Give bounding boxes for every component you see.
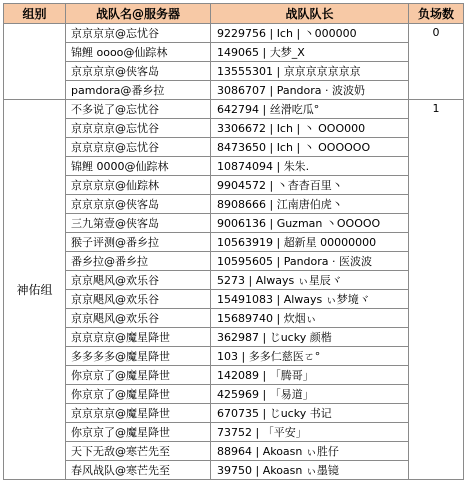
captain-cell: 642794 | 丝滑吃瓜° xyxy=(211,100,409,119)
team-server-cell: 锦鲤 0000@仙踪林 xyxy=(66,157,211,176)
losses-cell xyxy=(409,100,464,480)
captain-cell: 425969 | 「易道」 xyxy=(211,385,409,404)
team-server-cell: 你京京了@魔星降世 xyxy=(66,423,211,442)
captain-cell: 15689740 | 炊烟ぃ xyxy=(211,309,409,328)
losses-count: 0 xyxy=(432,26,440,39)
table-row xyxy=(4,233,464,252)
table-row xyxy=(4,100,464,119)
group-cell xyxy=(4,24,66,100)
table-row xyxy=(4,119,464,138)
captain-cell: 9229756 | Ich | 丶000000 xyxy=(211,24,409,43)
team-server-cell: 京京京京@仙踪林 xyxy=(66,176,211,195)
captain-cell: 10595605 | Pandora · 医波波 xyxy=(211,252,409,271)
table-row xyxy=(4,404,464,423)
team-server-cell: 京京京京@侠客岛 xyxy=(66,195,211,214)
team-server-cell: 京京京京@魔星降世 xyxy=(66,404,211,423)
captain-cell: 103 | 多多仁慈医ㄛ° xyxy=(211,347,409,366)
header-row xyxy=(4,4,464,24)
header-team-server: 战队名@服务器 xyxy=(66,4,211,24)
team-server-cell: 你京京了@魔星降世 xyxy=(66,385,211,404)
captain-cell: 5273 | Always ぃ星辰ヾ xyxy=(211,271,409,290)
captain-cell: 3306672 | Ich | 丶 OOO000 xyxy=(211,119,409,138)
table-row xyxy=(4,157,464,176)
header-captain: 战队队长 xyxy=(211,4,409,24)
team-server-cell: 京京京京@侠客岛 xyxy=(66,62,211,81)
captain-cell: 10563919 | 超新星 00000000 xyxy=(211,233,409,252)
header-group: 组别 xyxy=(4,4,66,24)
group-cell xyxy=(4,100,66,480)
team-server-cell: pamdora@番乡拉 xyxy=(66,81,211,100)
table-row xyxy=(4,81,464,100)
captain-cell: 39750 | Akoasn ぃ墨镜 xyxy=(211,461,409,480)
captain-cell: 9006136 | Guzman 丶OOOOO xyxy=(211,214,409,233)
table-row xyxy=(4,252,464,271)
team-server-cell: 京京飓风@欢乐谷 xyxy=(66,271,211,290)
team-server-cell: 京京京京@忘忧谷 xyxy=(66,119,211,138)
losses-count: 1 xyxy=(432,102,440,115)
table-row xyxy=(4,385,464,404)
roster-body xyxy=(4,24,464,480)
table-row xyxy=(4,43,464,62)
table-row xyxy=(4,347,464,366)
table-row xyxy=(4,442,464,461)
table-row xyxy=(4,62,464,81)
team-server-cell: 春风战队@寒芒先至 xyxy=(66,461,211,480)
table-row xyxy=(4,195,464,214)
table-row xyxy=(4,138,464,157)
captain-cell: 8473650 | Ich | 丶 OOOOOO xyxy=(211,138,409,157)
team-server-cell: 京京飓风@欢乐谷 xyxy=(66,309,211,328)
team-server-cell: 锦鲤 oooo@仙踪林 xyxy=(66,43,211,62)
captain-cell: 362987 | じucky 颜楷 xyxy=(211,328,409,347)
table-row xyxy=(4,176,464,195)
header-losses: 负场数 xyxy=(409,4,464,24)
captain-cell: 8908666 | 江南唐伯虎丶 xyxy=(211,195,409,214)
captain-cell: 149065 | 大梦_X xyxy=(211,43,409,62)
captain-cell: 142089 | 「腾哥」 xyxy=(211,366,409,385)
team-server-cell: 京京飓风@欢乐谷 xyxy=(66,290,211,309)
captain-cell: 10874094 | 朱朱. xyxy=(211,157,409,176)
team-server-cell: 你京京了@魔星降世 xyxy=(66,366,211,385)
team-server-cell: 天下无敌@寒芒先至 xyxy=(66,442,211,461)
captain-cell: 13555301 | 京京京京京京京 xyxy=(211,62,409,81)
table-row xyxy=(4,423,464,442)
team-server-cell: 番乡拉@番乡拉 xyxy=(66,252,211,271)
table-row xyxy=(4,290,464,309)
table-row xyxy=(4,309,464,328)
team-server-cell: 京京京京@忘忧谷 xyxy=(66,138,211,157)
captain-cell: 9904572 | 丶杳杳百里丶 xyxy=(211,176,409,195)
team-server-cell: 不多说了@忘忧谷 xyxy=(66,100,211,119)
group-name: 神佑组 xyxy=(16,283,53,297)
captain-cell: 670735 | じucky 书记 xyxy=(211,404,409,423)
roster-table xyxy=(3,3,464,480)
captain-cell: 73752 | 「平安」 xyxy=(211,423,409,442)
team-server-cell: 京京京京@忘忧谷 xyxy=(66,24,211,43)
table-row xyxy=(4,271,464,290)
team-server-cell: 多多多多@魔星降世 xyxy=(66,347,211,366)
table-row xyxy=(4,366,464,385)
captain-cell: 15491083 | Always ぃ梦境ヾ xyxy=(211,290,409,309)
team-server-cell: 三九第壹@侠客岛 xyxy=(66,214,211,233)
captain-cell: 3086707 | Pandora · 波波奶 xyxy=(211,81,409,100)
table-row xyxy=(4,24,464,43)
table-row xyxy=(4,214,464,233)
losses-cell xyxy=(409,24,464,100)
table-row xyxy=(4,328,464,347)
table-row xyxy=(4,461,464,480)
team-server-cell: 京京京京@魔星降世 xyxy=(66,328,211,347)
team-server-cell: 猴子评测@番乡拉 xyxy=(66,233,211,252)
captain-cell: 88964 | Akoasn ぃ胜仔 xyxy=(211,442,409,461)
